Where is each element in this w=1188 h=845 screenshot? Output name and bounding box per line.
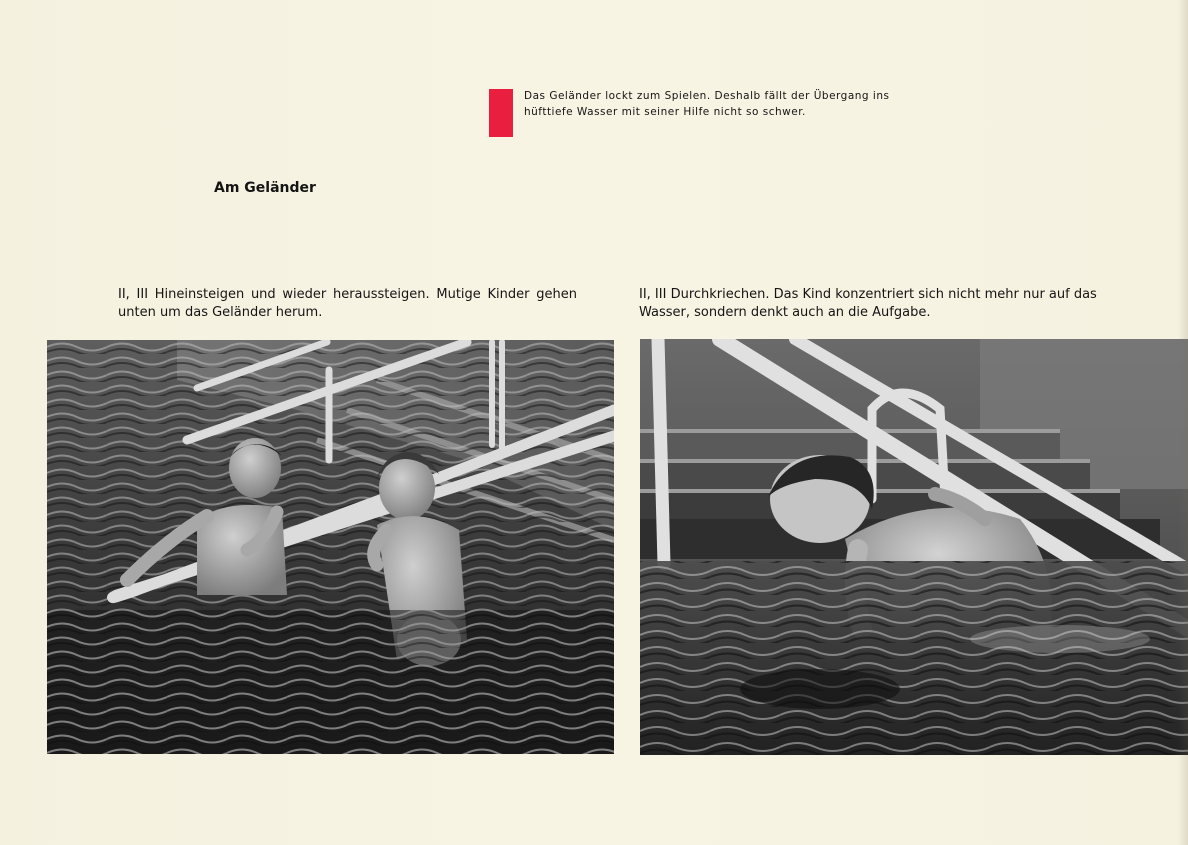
- intro-text: [524, 88, 954, 120]
- photo-left-image: [47, 340, 614, 754]
- caption-left: [118, 286, 616, 322]
- page-edge-shadow: [1178, 0, 1188, 845]
- photo-right-image: [640, 339, 1188, 755]
- caption-right: [639, 286, 1119, 322]
- caption-left-line-1: II, III Hineinsteigen und wieder heraussteigen. Mutige Kinder gehen: [118, 287, 577, 302]
- red-marker: [489, 89, 513, 137]
- intro-line-2: hüfttiefe Wasser mit seiner Hilfe nicht so schwer.: [524, 106, 806, 118]
- photo-left: [47, 340, 614, 754]
- caption-right-line-2: Wasser, sondern denkt auch an die Aufgabe.: [639, 305, 931, 320]
- photo-right: [640, 339, 1188, 755]
- caption-right-line-1: II, III Durchkriechen. Das Kind konzentriert sich nicht mehr nur auf das: [639, 287, 1097, 302]
- intro-line-1: Das Geländer lockt zum Spielen. Deshalb fällt der Übergang ins: [524, 90, 890, 102]
- caption-left-line-2: unten um das Geländer herum.: [118, 305, 323, 320]
- section-title: Am Geländer: [214, 180, 316, 196]
